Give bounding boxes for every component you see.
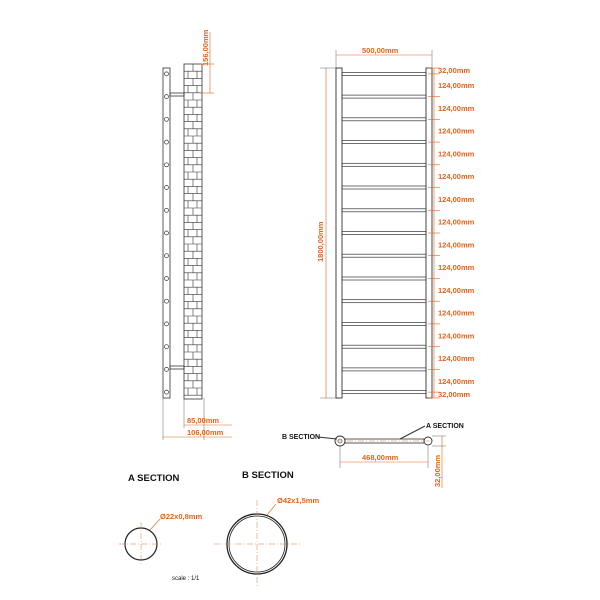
right-dim-label: 124,00mm bbox=[438, 217, 475, 227]
front-bar bbox=[342, 95, 426, 98]
upper-wall-bracket bbox=[170, 93, 184, 96]
right-dim-label: 124,00mm bbox=[438, 194, 475, 204]
right-dim-label: 124,00mm bbox=[438, 376, 475, 386]
front-bar bbox=[342, 345, 426, 348]
side-bar-end bbox=[165, 95, 169, 99]
section-a-title: A SECTION bbox=[128, 473, 180, 484]
front-height-label: 1800,00mm bbox=[316, 221, 325, 262]
side-depth-outer-label: 106,00mm bbox=[187, 428, 224, 437]
front-bar bbox=[342, 300, 426, 303]
side-bar-end bbox=[165, 367, 169, 371]
side-bar-end bbox=[165, 322, 169, 326]
side-bar-end bbox=[165, 140, 169, 144]
side-bar-end bbox=[165, 72, 169, 76]
right-dim-label: 124,00mm bbox=[438, 126, 475, 136]
front-bar bbox=[342, 72, 426, 75]
section-a bbox=[119, 473, 202, 566]
left-collector bbox=[336, 68, 342, 398]
section-b bbox=[214, 470, 319, 588]
top-view bbox=[282, 423, 464, 488]
wall-bricks bbox=[184, 64, 202, 399]
side-depth-inner-label: 85,00mm bbox=[187, 416, 220, 425]
side-bar-end bbox=[165, 254, 169, 258]
right-dim-label: 124,00mm bbox=[438, 172, 475, 182]
section-b-dim-label: Ø42x1,5mm bbox=[277, 496, 320, 505]
front-bar bbox=[342, 391, 426, 394]
front-bar bbox=[342, 163, 426, 166]
side-bar-end bbox=[165, 231, 169, 235]
right-dim-label: 124,00mm bbox=[438, 81, 475, 91]
right-dim-label: 124,00mm bbox=[438, 149, 475, 159]
side-bar-ends bbox=[165, 72, 169, 394]
section-a-dim-label: Ø22x0,8mm bbox=[160, 512, 203, 521]
front-width-label: 500,00mm bbox=[362, 46, 399, 55]
front-bar bbox=[342, 186, 426, 189]
horizontal-bars bbox=[342, 72, 426, 393]
right-dimension-chain bbox=[428, 66, 475, 399]
front-bar bbox=[342, 209, 426, 212]
front-bar bbox=[342, 232, 426, 235]
front-bar bbox=[342, 322, 426, 325]
right-dim-label: 32,00mm bbox=[438, 390, 471, 399]
right-dim-label: 124,00mm bbox=[438, 263, 475, 273]
right-dim-label: 124,00mm bbox=[438, 308, 475, 318]
side-view bbox=[163, 29, 232, 440]
front-view bbox=[316, 46, 475, 399]
front-bar bbox=[342, 277, 426, 280]
side-bar-end bbox=[165, 299, 169, 303]
side-bar-end bbox=[165, 345, 169, 349]
top-a-section-label: A SECTION bbox=[426, 423, 464, 430]
right-dim-label: 124,00mm bbox=[438, 240, 475, 250]
front-bar bbox=[342, 141, 426, 144]
front-bar bbox=[342, 368, 426, 371]
right-dim-label: 124,00mm bbox=[438, 285, 475, 295]
lower-wall-bracket bbox=[170, 366, 184, 369]
top-b-section-label: B SECTION bbox=[282, 434, 321, 441]
side-bar-end bbox=[165, 390, 169, 394]
side-bar-end bbox=[165, 117, 169, 121]
side-bar-end bbox=[165, 186, 169, 190]
side-bar-end bbox=[165, 277, 169, 281]
right-dim-label: 124,00mm bbox=[438, 104, 475, 113]
right-dim-label: 124,00mm bbox=[438, 331, 475, 341]
side-bar-end bbox=[165, 208, 169, 212]
section-b-title: B SECTION bbox=[242, 470, 294, 481]
scale-label: scale : 1/1 bbox=[172, 576, 200, 582]
front-bar bbox=[342, 254, 426, 257]
front-bar bbox=[342, 118, 426, 121]
top-height-label: 32,00mm bbox=[433, 454, 442, 487]
right-dim-label: 32,00mm bbox=[438, 66, 471, 75]
top-width-label: 468,00mm bbox=[362, 453, 399, 462]
side-bar-end bbox=[165, 163, 169, 167]
side-top-offset-label: 156,00mm bbox=[201, 29, 210, 66]
right-dim-label: 124,00mm bbox=[438, 354, 475, 363]
